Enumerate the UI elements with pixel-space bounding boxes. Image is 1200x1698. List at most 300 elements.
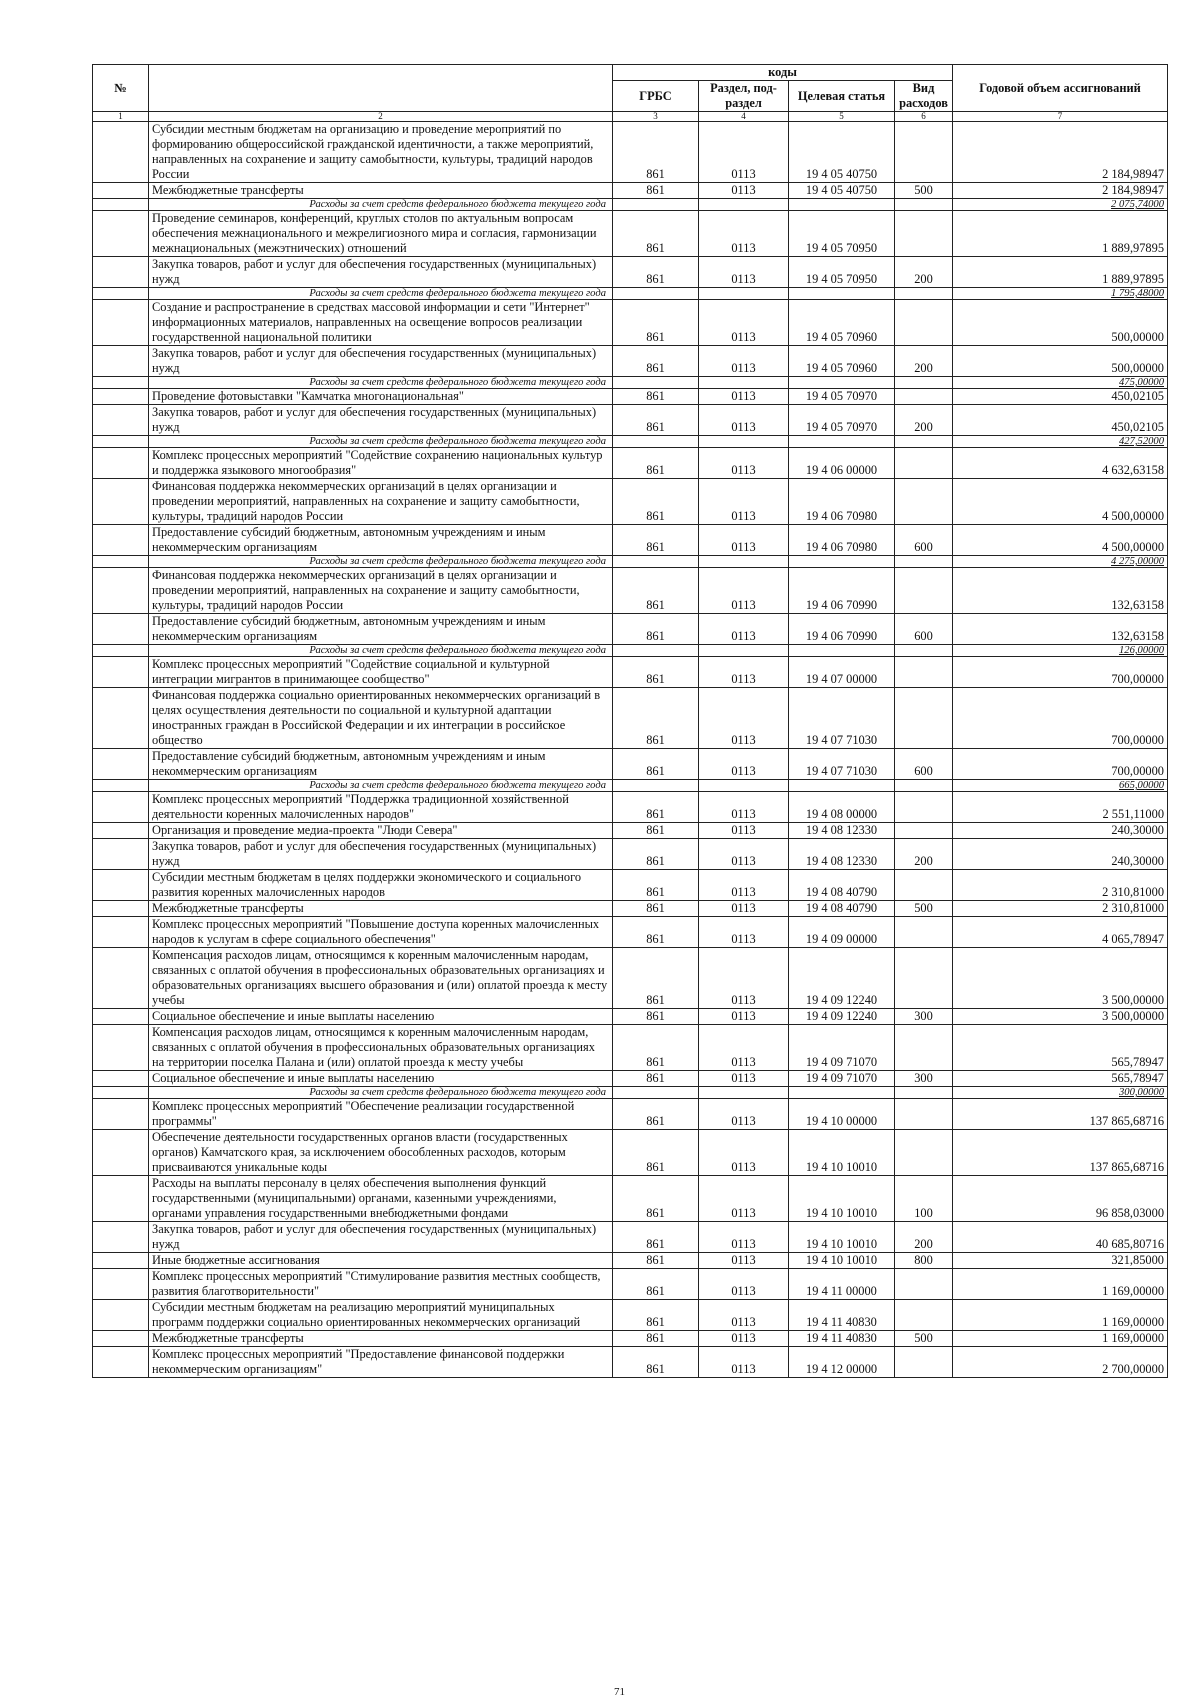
row-razdel: 0113 — [699, 1331, 789, 1347]
row-sum: 132,63158 — [953, 614, 1168, 645]
row-target — [789, 645, 895, 657]
row-razdel: 0113 — [699, 901, 789, 917]
row-vid — [895, 823, 953, 839]
row-number-cell — [93, 183, 149, 199]
row-grbs: 861 — [613, 525, 699, 556]
row-sum: 2 310,81000 — [953, 901, 1168, 917]
row-grbs: 861 — [613, 948, 699, 1009]
row-vid: 200 — [895, 257, 953, 288]
table-row — [93, 870, 1168, 901]
row-target: 19 4 05 40750 — [789, 183, 895, 199]
table-row — [93, 1130, 1168, 1176]
table-row — [93, 839, 1168, 870]
col-num-3: 3 — [613, 112, 699, 122]
row-number-cell — [93, 1071, 149, 1087]
table-row — [93, 1176, 1168, 1222]
row-razdel: 0113 — [699, 389, 789, 405]
row-grbs: 861 — [613, 839, 699, 870]
row-target: 19 4 11 40830 — [789, 1331, 895, 1347]
row-vid — [895, 122, 953, 183]
row-number-cell — [93, 389, 149, 405]
row-vid — [895, 1300, 953, 1331]
row-vid — [895, 870, 953, 901]
federal-budget-row — [93, 556, 1168, 568]
row-razdel: 0113 — [699, 1071, 789, 1087]
row-target: 19 4 10 10010 — [789, 1176, 895, 1222]
row-number-cell — [93, 556, 149, 568]
row-target: 19 4 09 12240 — [789, 948, 895, 1009]
row-sum: 475,00000 — [953, 377, 1168, 389]
row-sum: 500,00000 — [953, 346, 1168, 377]
row-name: Расходы за счет средств федерального бюджета текущего года — [149, 780, 613, 792]
row-name: Предоставление субсидий бюджетным, автономным учреждениям и иным некоммерческим организациям — [149, 749, 613, 780]
table-row — [93, 688, 1168, 749]
row-number-cell — [93, 1269, 149, 1300]
row-grbs: 861 — [613, 1347, 699, 1378]
row-target: 19 4 06 70990 — [789, 614, 895, 645]
row-razdel — [699, 377, 789, 389]
row-number-cell — [93, 405, 149, 436]
row-sum: 321,85000 — [953, 1253, 1168, 1269]
row-target — [789, 377, 895, 389]
row-name: Предоставление субсидий бюджетным, автономным учреждениям и иным некоммерческим организациям — [149, 614, 613, 645]
row-target: 19 4 07 71030 — [789, 688, 895, 749]
table-row — [93, 948, 1168, 1009]
row-vid — [895, 377, 953, 389]
row-target: 19 4 05 70950 — [789, 211, 895, 257]
row-name: Расходы за счет средств федерального бюджета текущего года — [149, 645, 613, 657]
row-sum: 2 184,98947 — [953, 122, 1168, 183]
row-name: Субсидии местным бюджетам в целях поддержки экономического и социального развития коренных малочисленных народов — [149, 870, 613, 901]
row-target: 19 4 10 10010 — [789, 1130, 895, 1176]
row-number-cell — [93, 1009, 149, 1025]
row-vid — [895, 657, 953, 688]
row-vid — [895, 448, 953, 479]
row-grbs — [613, 436, 699, 448]
row-number-cell — [93, 346, 149, 377]
row-number-cell — [93, 257, 149, 288]
row-target: 19 4 05 40750 — [789, 122, 895, 183]
row-vid — [895, 1269, 953, 1300]
row-number-cell — [93, 1025, 149, 1071]
table-body — [93, 122, 1168, 1378]
row-sum: 3 500,00000 — [953, 948, 1168, 1009]
row-razdel: 0113 — [699, 479, 789, 525]
row-vid — [895, 1099, 953, 1130]
row-vid — [895, 300, 953, 346]
row-razdel: 0113 — [699, 183, 789, 199]
row-vid: 500 — [895, 1331, 953, 1347]
row-name: Расходы за счет средств федерального бюджета текущего года — [149, 556, 613, 568]
row-name: Закупка товаров, работ и услуг для обеспечения государственных (муниципальных) нужд — [149, 839, 613, 870]
row-sum: 40 685,80716 — [953, 1222, 1168, 1253]
row-razdel: 0113 — [699, 1347, 789, 1378]
row-vid — [895, 917, 953, 948]
row-vid: 500 — [895, 901, 953, 917]
row-number-cell — [93, 199, 149, 211]
row-razdel — [699, 436, 789, 448]
row-vid — [895, 556, 953, 568]
row-target — [789, 556, 895, 568]
row-target: 19 4 09 00000 — [789, 917, 895, 948]
row-grbs: 861 — [613, 300, 699, 346]
row-sum: 700,00000 — [953, 657, 1168, 688]
row-vid — [895, 288, 953, 300]
row-name: Межбюджетные трансферты — [149, 1331, 613, 1347]
row-name: Проведение фотовыставки "Камчатка многонациональная" — [149, 389, 613, 405]
row-vid: 800 — [895, 1253, 953, 1269]
row-number-cell — [93, 122, 149, 183]
col-num-5: 5 — [789, 112, 895, 122]
row-vid — [895, 199, 953, 211]
table-row — [93, 346, 1168, 377]
row-grbs: 861 — [613, 448, 699, 479]
row-number-cell — [93, 645, 149, 657]
row-name: Закупка товаров, работ и услуг для обеспечения государственных (муниципальных) нужд — [149, 405, 613, 436]
row-razdel — [699, 288, 789, 300]
row-vid — [895, 436, 953, 448]
table-row — [93, 1269, 1168, 1300]
row-name: Организация и проведение медиа-проекта "Люди Севера" — [149, 823, 613, 839]
row-razdel: 0113 — [699, 614, 789, 645]
row-vid — [895, 1347, 953, 1378]
row-grbs — [613, 199, 699, 211]
row-target: 19 4 10 00000 — [789, 1099, 895, 1130]
row-name: Компенсация расходов лицам, относящимся к коренным малочисленным народам, связанных с оплатой обучения в профессиональных образовательных организациях и образовательных организациях высшего образования и (или) оплатой проезда к месту учебы — [149, 948, 613, 1009]
table-row — [93, 183, 1168, 199]
row-sum: 1 169,00000 — [953, 1269, 1168, 1300]
table-row — [93, 657, 1168, 688]
row-name: Расходы за счет средств федерального бюджета текущего года — [149, 377, 613, 389]
row-name: Межбюджетные трансферты — [149, 183, 613, 199]
row-number-cell — [93, 614, 149, 645]
col-num-2: 2 — [149, 112, 613, 122]
row-number-cell — [93, 657, 149, 688]
table-row — [93, 448, 1168, 479]
row-razdel: 0113 — [699, 448, 789, 479]
row-number-cell — [93, 1130, 149, 1176]
row-name: Расходы за счет средств федерального бюджета текущего года — [149, 199, 613, 211]
row-number-cell — [93, 525, 149, 556]
row-sum: 4 065,78947 — [953, 917, 1168, 948]
row-razdel: 0113 — [699, 823, 789, 839]
row-number-cell — [93, 300, 149, 346]
row-vid: 200 — [895, 405, 953, 436]
header-grbs: ГРБС — [613, 81, 699, 112]
row-vid: 200 — [895, 346, 953, 377]
row-number-cell — [93, 1087, 149, 1099]
row-number-cell — [93, 436, 149, 448]
row-target: 19 4 06 70990 — [789, 568, 895, 614]
row-sum: 300,00000 — [953, 1087, 1168, 1099]
row-grbs: 861 — [613, 917, 699, 948]
row-razdel: 0113 — [699, 405, 789, 436]
row-number-cell — [93, 1253, 149, 1269]
row-grbs: 861 — [613, 1222, 699, 1253]
row-grbs — [613, 377, 699, 389]
row-grbs — [613, 288, 699, 300]
row-sum: 240,30000 — [953, 823, 1168, 839]
row-target — [789, 199, 895, 211]
row-sum: 137 865,68716 — [953, 1099, 1168, 1130]
row-razdel: 0113 — [699, 839, 789, 870]
row-grbs: 861 — [613, 346, 699, 377]
row-razdel: 0113 — [699, 749, 789, 780]
row-vid — [895, 389, 953, 405]
row-vid — [895, 688, 953, 749]
row-grbs: 861 — [613, 870, 699, 901]
row-number-cell — [93, 792, 149, 823]
row-razdel: 0113 — [699, 688, 789, 749]
row-grbs: 861 — [613, 901, 699, 917]
row-name: Обеспечение деятельности государственных органов власти (государственных органов) Камчатского края, за исключением обособленных расходов, которым присваиваются уникальные коды — [149, 1130, 613, 1176]
row-razdel: 0113 — [699, 870, 789, 901]
row-vid: 600 — [895, 525, 953, 556]
row-name: Социальное обеспечение и иные выплаты населению — [149, 1071, 613, 1087]
row-sum: 96 858,03000 — [953, 1176, 1168, 1222]
row-name: Расходы за счет средств федерального бюджета текущего года — [149, 436, 613, 448]
row-grbs: 861 — [613, 389, 699, 405]
row-target: 19 4 08 12330 — [789, 839, 895, 870]
row-razdel: 0113 — [699, 1130, 789, 1176]
row-razdel: 0113 — [699, 1176, 789, 1222]
row-razdel — [699, 199, 789, 211]
page-number: 71 — [614, 1686, 625, 1698]
row-sum: 1 795,48000 — [953, 288, 1168, 300]
row-vid — [895, 792, 953, 823]
table-row — [93, 479, 1168, 525]
row-sum: 1 889,97895 — [953, 257, 1168, 288]
row-number-cell — [93, 839, 149, 870]
row-razdel: 0113 — [699, 300, 789, 346]
row-target: 19 4 07 00000 — [789, 657, 895, 688]
row-grbs: 861 — [613, 257, 699, 288]
header-target: Целевая статья — [789, 81, 895, 112]
row-razdel: 0113 — [699, 257, 789, 288]
row-name: Иные бюджетные ассигнования — [149, 1253, 613, 1269]
row-sum: 132,63158 — [953, 568, 1168, 614]
table-row — [93, 749, 1168, 780]
row-target: 19 4 10 10010 — [789, 1222, 895, 1253]
header-volume: Годовой объем ассигнований — [953, 65, 1168, 112]
row-grbs: 861 — [613, 1331, 699, 1347]
row-sum: 565,78947 — [953, 1025, 1168, 1071]
row-grbs: 861 — [613, 1253, 699, 1269]
row-name: Межбюджетные трансферты — [149, 901, 613, 917]
row-target: 19 4 06 70980 — [789, 525, 895, 556]
row-target: 19 4 08 40790 — [789, 901, 895, 917]
table-row — [93, 614, 1168, 645]
row-vid — [895, 1130, 953, 1176]
row-target: 19 4 11 40830 — [789, 1300, 895, 1331]
row-razdel — [699, 556, 789, 568]
row-sum: 565,78947 — [953, 1071, 1168, 1087]
row-target: 19 4 05 70960 — [789, 300, 895, 346]
row-number-cell — [93, 948, 149, 1009]
row-number-cell — [93, 870, 149, 901]
row-razdel: 0113 — [699, 122, 789, 183]
row-sum: 240,30000 — [953, 839, 1168, 870]
table-row — [93, 1009, 1168, 1025]
row-target — [789, 780, 895, 792]
row-number-cell — [93, 568, 149, 614]
header-vid: Вид расходов — [895, 81, 953, 112]
row-grbs: 861 — [613, 405, 699, 436]
row-vid — [895, 948, 953, 1009]
row-grbs — [613, 556, 699, 568]
row-grbs: 861 — [613, 1025, 699, 1071]
row-razdel: 0113 — [699, 211, 789, 257]
table-row — [93, 525, 1168, 556]
federal-budget-row — [93, 645, 1168, 657]
table-row — [93, 1071, 1168, 1087]
federal-budget-row — [93, 1087, 1168, 1099]
row-grbs — [613, 1087, 699, 1099]
row-grbs: 861 — [613, 614, 699, 645]
row-name: Субсидии местным бюджетам на реализацию мероприятий муниципальных программ поддержки социально ориентированных некоммерческих организаций — [149, 1300, 613, 1331]
row-vid: 500 — [895, 183, 953, 199]
row-sum: 1 889,97895 — [953, 211, 1168, 257]
row-grbs: 861 — [613, 823, 699, 839]
row-grbs: 861 — [613, 1009, 699, 1025]
row-grbs: 861 — [613, 1269, 699, 1300]
row-sum: 450,02105 — [953, 405, 1168, 436]
federal-budget-row — [93, 377, 1168, 389]
row-grbs: 861 — [613, 1071, 699, 1087]
row-grbs: 861 — [613, 657, 699, 688]
header-no: № — [93, 65, 149, 112]
row-target — [789, 436, 895, 448]
row-name: Закупка товаров, работ и услуг для обеспечения государственных (муниципальных) нужд — [149, 257, 613, 288]
row-number-cell — [93, 288, 149, 300]
row-grbs: 861 — [613, 568, 699, 614]
row-vid — [895, 1025, 953, 1071]
col-num-7: 7 — [953, 112, 1168, 122]
row-number-cell — [93, 1347, 149, 1378]
table-row — [93, 1025, 1168, 1071]
row-razdel: 0113 — [699, 1253, 789, 1269]
table-row — [93, 901, 1168, 917]
row-name: Комплекс процессных мероприятий "Повышение доступа коренных малочисленных народов к услугам в сфере социального обеспечения" — [149, 917, 613, 948]
table-row — [93, 405, 1168, 436]
row-target: 19 4 05 70970 — [789, 389, 895, 405]
row-grbs: 861 — [613, 749, 699, 780]
table-row — [93, 1099, 1168, 1130]
federal-budget-row — [93, 288, 1168, 300]
row-target: 19 4 10 10010 — [789, 1253, 895, 1269]
table-row — [93, 1253, 1168, 1269]
table-row — [93, 211, 1168, 257]
table-row — [93, 1300, 1168, 1331]
row-razdel: 0113 — [699, 657, 789, 688]
row-sum: 3 500,00000 — [953, 1009, 1168, 1025]
row-number-cell — [93, 780, 149, 792]
table-header — [93, 65, 1168, 122]
row-sum: 700,00000 — [953, 688, 1168, 749]
row-number-cell — [93, 749, 149, 780]
row-grbs: 861 — [613, 211, 699, 257]
row-sum: 2 075,74000 — [953, 199, 1168, 211]
row-target: 19 4 09 12240 — [789, 1009, 895, 1025]
row-razdel: 0113 — [699, 568, 789, 614]
row-sum: 126,00000 — [953, 645, 1168, 657]
row-target: 19 4 05 70960 — [789, 346, 895, 377]
row-razdel: 0113 — [699, 792, 789, 823]
row-number-cell — [93, 917, 149, 948]
row-vid: 200 — [895, 839, 953, 870]
row-target: 19 4 05 70970 — [789, 405, 895, 436]
col-num-1: 1 — [93, 112, 149, 122]
row-name: Создание и распространение в средствах массовой информации и сети "Интернет" информационных материалов, направленных на освещение вопросов реализации государственной национальной политики — [149, 300, 613, 346]
table-row — [93, 1331, 1168, 1347]
row-name: Комплекс процессных мероприятий "Содействие социальной и культурной интеграции мигрантов в принимающее сообщество" — [149, 657, 613, 688]
row-sum: 1 169,00000 — [953, 1331, 1168, 1347]
row-target: 19 4 09 71070 — [789, 1025, 895, 1071]
federal-budget-row — [93, 436, 1168, 448]
row-target: 19 4 07 71030 — [789, 749, 895, 780]
header-name — [149, 65, 613, 112]
row-vid — [895, 479, 953, 525]
budget-table — [92, 64, 1168, 1378]
row-number-cell — [93, 688, 149, 749]
row-grbs: 861 — [613, 479, 699, 525]
row-grbs: 861 — [613, 1300, 699, 1331]
row-number-cell — [93, 1176, 149, 1222]
row-target: 19 4 08 00000 — [789, 792, 895, 823]
row-sum: 4 275,00000 — [953, 556, 1168, 568]
header-razdel: Раздел, под- раздел — [699, 81, 789, 112]
row-sum: 427,52000 — [953, 436, 1168, 448]
row-grbs: 861 — [613, 1176, 699, 1222]
row-target — [789, 1087, 895, 1099]
table-row — [93, 1347, 1168, 1378]
row-vid — [895, 780, 953, 792]
row-razdel: 0113 — [699, 1222, 789, 1253]
row-sum: 137 865,68716 — [953, 1130, 1168, 1176]
table-row — [93, 1222, 1168, 1253]
row-vid — [895, 1087, 953, 1099]
row-vid — [895, 211, 953, 257]
row-target: 19 4 11 00000 — [789, 1269, 895, 1300]
row-grbs: 861 — [613, 792, 699, 823]
row-name: Финансовая поддержка некоммерческих организаций в целях организации и проведении мероприятий, направленных на сохранение и защиту самобытности, культуры, традиций народов России — [149, 568, 613, 614]
row-name: Комплекс процессных мероприятий "Стимулирование развития местных сообществ, развития благотворительности" — [149, 1269, 613, 1300]
row-target: 19 4 09 71070 — [789, 1071, 895, 1087]
row-razdel: 0113 — [699, 1269, 789, 1300]
row-vid — [895, 645, 953, 657]
row-number-cell — [93, 211, 149, 257]
row-name: Комплекс процессных мероприятий "Предоставление финансовой поддержки некоммерческим организациям" — [149, 1347, 613, 1378]
row-number-cell — [93, 1331, 149, 1347]
federal-budget-row — [93, 199, 1168, 211]
row-vid: 300 — [895, 1071, 953, 1087]
row-razdel: 0113 — [699, 525, 789, 556]
row-vid — [895, 568, 953, 614]
table-row — [93, 389, 1168, 405]
row-razdel: 0113 — [699, 346, 789, 377]
row-grbs: 861 — [613, 1130, 699, 1176]
row-name: Закупка товаров, работ и услуг для обеспечения государственных (муниципальных) нужд — [149, 1222, 613, 1253]
row-vid: 100 — [895, 1176, 953, 1222]
row-target: 19 4 05 70950 — [789, 257, 895, 288]
row-number-cell — [93, 823, 149, 839]
row-name: Проведение семинаров, конференций, круглых столов по актуальным вопросам обеспечения межнационального и межрелигиозного мира и согласия, гармонизации межнациональных (межэтнических) отношений — [149, 211, 613, 257]
row-razdel — [699, 780, 789, 792]
row-grbs: 861 — [613, 1099, 699, 1130]
table-row — [93, 300, 1168, 346]
row-razdel — [699, 1087, 789, 1099]
row-grbs — [613, 780, 699, 792]
